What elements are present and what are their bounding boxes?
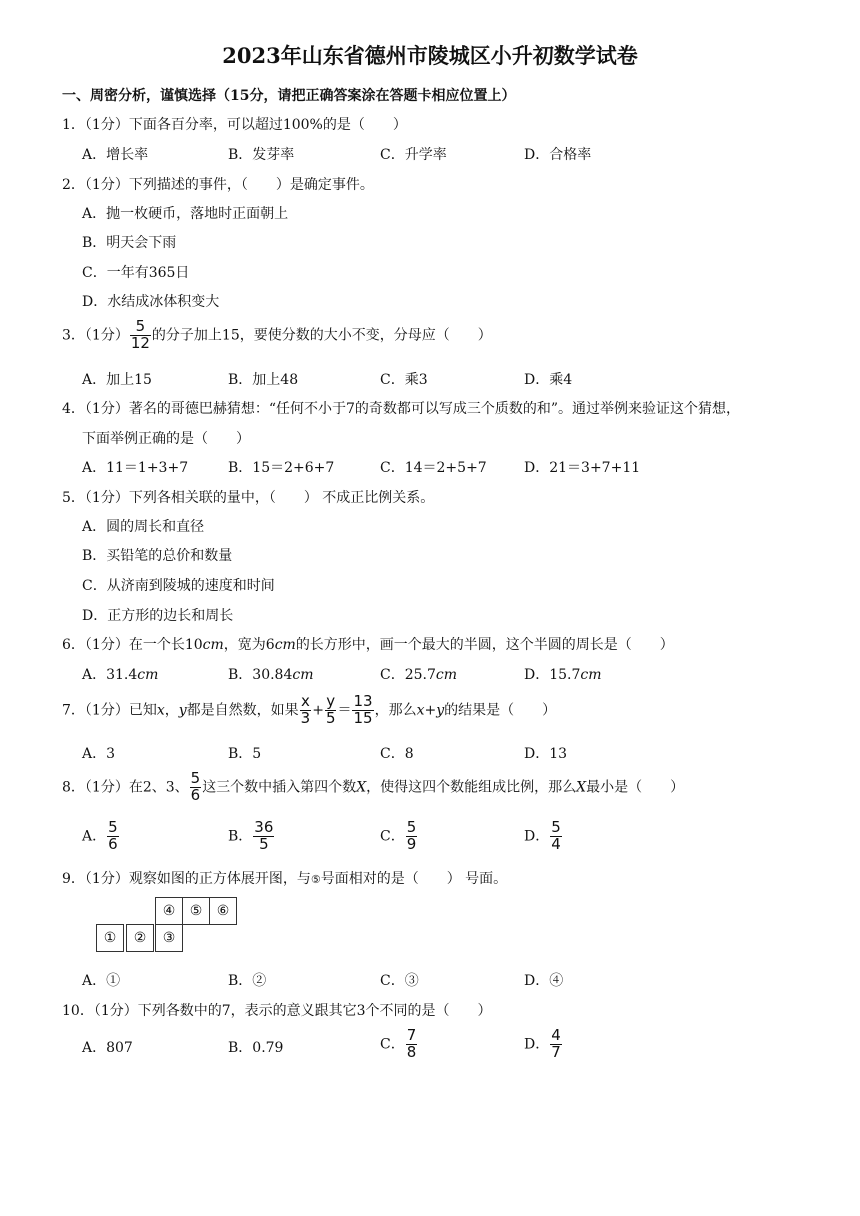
q5-option-c[interactable]: C．从济南到陵城的速度和时间: [82, 578, 275, 594]
q6-option-b[interactable]: B．30.84cm: [228, 667, 314, 683]
q1-option-d[interactable]: D．合格率: [524, 147, 592, 163]
net-face-1: ①: [96, 924, 124, 952]
q2-option-c[interactable]: C．一年有365日: [82, 265, 190, 281]
q2-option-a[interactable]: A．抛一枚硬币，落地时正面朝上: [82, 206, 289, 222]
q2-option-b[interactable]: B．明天会下雨: [82, 235, 177, 251]
page-title: 2023年山东省德州市陵城区小升初数学试卷: [222, 43, 638, 68]
q8-option-a[interactable]: A． $\frac{5}{6}$: [82, 818, 118, 853]
q5-option-d[interactable]: D．正方形的边长和周长: [82, 608, 234, 624]
question-2: 2．（1分）下列描述的事件，（ ）是确定事件。: [62, 177, 374, 193]
net-face-3: ③: [155, 924, 183, 952]
q3-prefix: 3．（1分）: [62, 327, 129, 344]
question-8: 8．（1分）在2、3、 $\frac{5}{6}$ 这三个数中插入第四个数X，使得这四个数能组成比例，那么X最小是（ ）: [62, 769, 685, 804]
q3-fraction: $\frac{5}{12}$: [130, 317, 150, 352]
question-9: 9．（1分）观察如图的正方体展开图，与⑤号面相对的是（ ） 号面。: [62, 871, 508, 887]
q7-option-d[interactable]: D．13: [524, 746, 568, 762]
q7-option-c[interactable]: C．8: [380, 746, 414, 762]
q3-option-d[interactable]: D．乘4: [524, 372, 573, 388]
question-4-line-1: 4．（1分）著名的哥德巴赫猜想：“任何不小于7的奇数都可以写成三个质数的和”。通过举例来验证这个猜想，: [62, 401, 741, 417]
q9-option-c[interactable]: C．③: [380, 973, 419, 989]
q8-option-c[interactable]: C． $\frac{5}{9}$: [380, 818, 417, 853]
q5-option-b[interactable]: B．买铅笔的总价和数量: [82, 548, 233, 564]
section-heading: 一、周密分析，谨慎选择（15分，请把正确答案涂在答题卡相应位置上）: [62, 88, 516, 104]
question-3: [62, 319, 492, 352]
q2-option-d[interactable]: D．水结成冰体积变大: [82, 294, 220, 310]
q6-option-a[interactable]: A．31.4cm: [82, 667, 159, 683]
question-10: 10．（1分）下列各数中的7，表示的意义跟其它3个不同的是（ ）: [62, 1003, 492, 1019]
q7-option-b[interactable]: B．5: [228, 746, 262, 762]
question-6: 6．（1分）在一个长10cm，宽为6cm的长方形中，画一个最大的半圆，这个半圆的周长是（ ）: [62, 637, 674, 653]
q4-option-a[interactable]: A．11＝1+3+7: [82, 460, 189, 476]
q3-option-c[interactable]: C．乘3: [380, 372, 428, 388]
q10-option-d[interactable]: D． $\frac{4}{7}$: [524, 1026, 561, 1061]
net-face-4: ④: [155, 897, 183, 925]
q9-option-d[interactable]: D．④: [524, 973, 564, 989]
q9-option-b[interactable]: B．②: [228, 973, 267, 989]
net-face-5: ⑤: [182, 897, 210, 925]
net-face-2: ②: [126, 924, 154, 952]
q10-option-a[interactable]: A．807: [82, 1040, 133, 1056]
q3-suffix: 的分子加上15，要使分数的大小不变，分母应（ ）: [151, 327, 492, 344]
question-7: 7．（1分）已知x，y都是自然数，如果 $\frac{x}{3}$ + $\frac{y}{5}$ ＝ $\frac{13}{15}$ ，那么x+y的结果是（ ）: [62, 692, 557, 727]
q7-option-a[interactable]: A．3: [82, 746, 116, 762]
q8-option-d[interactable]: D． $\frac{5}{4}$: [524, 818, 561, 853]
q4-option-c[interactable]: C．14＝2+5+7: [380, 460, 487, 476]
net-face-6: ⑥: [209, 897, 237, 925]
q10-option-b[interactable]: B．0.79: [228, 1040, 284, 1056]
q8-option-b[interactable]: B． $\frac{36}{5}$: [228, 818, 274, 853]
question-5: 5．（1分）下列各相关联的量中，（ ） 不成正比例关系。: [62, 490, 435, 506]
q5-option-a[interactable]: A．圆的周长和直径: [82, 519, 205, 535]
q1-option-b[interactable]: B．发芽率: [228, 147, 295, 163]
q1-option-c[interactable]: C．升学率: [380, 147, 447, 163]
q3-option-b[interactable]: B．加上48: [228, 372, 299, 388]
q6-option-c[interactable]: C．25.7cm: [380, 667, 458, 683]
q9-option-a[interactable]: A．①: [82, 973, 121, 989]
q3-option-a[interactable]: A．加上15: [82, 372, 152, 388]
question-4-line-2: 下面举例正确的是（ ）: [82, 431, 250, 447]
q4-option-d[interactable]: D．21＝3+7+11: [524, 460, 641, 476]
question-1: 1．（1分）下面各百分率，可以超过100%的是（ ）: [62, 117, 407, 133]
cube-net-figure: [96, 897, 246, 955]
q6-option-d[interactable]: D．15.7cm: [524, 667, 602, 683]
q1-option-a[interactable]: A．增长率: [82, 147, 149, 163]
q10-option-c[interactable]: C． $\frac{7}{8}$: [380, 1026, 417, 1061]
q4-option-b[interactable]: B．15＝2+6+7: [228, 460, 335, 476]
